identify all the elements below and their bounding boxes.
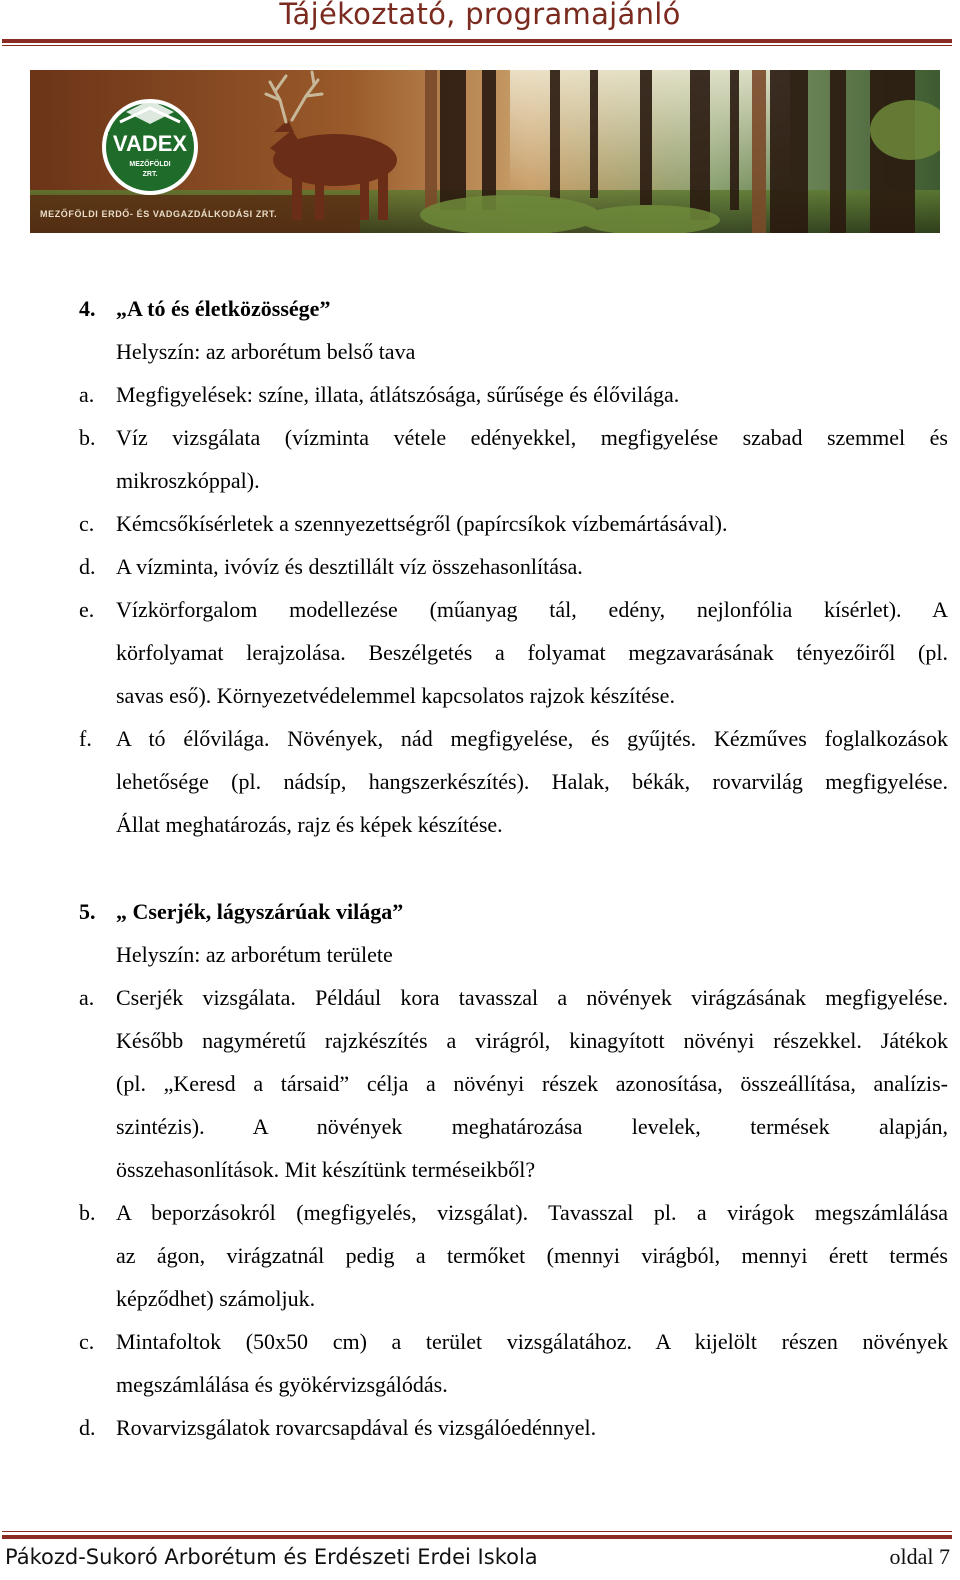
header-rule-thin [2, 45, 952, 46]
list-item-text: lehetősége (pl. nádsíp, hangszerkészítés). Halak, békák, rovarvilág megfigyelése. [116, 769, 948, 794]
list-item-marker: e. [79, 597, 95, 622]
logo-subtext: MEZŐFÖLDI [129, 161, 171, 168]
footer-institution: Pákozd-Sukoró Arborétum és Erdészeti Erdei Iskola [5, 1545, 538, 1569]
section-number: 4. [79, 296, 96, 321]
list-item-text: Cserjék vizsgálata. Például kora tavasszal a növények virágzásának megfigyelése. [116, 985, 948, 1010]
section-title: „A tó és életközössége” [116, 296, 331, 321]
list-item-text: Kémcsőkísérletek a szennyezettségről (papírcsíkok vízbemártásával). [116, 511, 728, 536]
section-location: Helyszín: az arborétum területe [116, 942, 393, 967]
banner-brand-line: MEZŐFÖLDI ERDŐ- ÉS VADGAZDÁLKODÁSI ZRT. [40, 209, 278, 219]
footer-rule-thick [2, 1535, 952, 1539]
footer-rule-thin [2, 1531, 952, 1532]
list-item-text: Állat meghatározás, rajz és képek készítése. [116, 812, 503, 837]
section-title: „ Cserjék, lágyszárúak világa” [116, 899, 404, 924]
list-item-marker: d. [79, 554, 96, 579]
section-number: 5. [79, 899, 96, 924]
list-item-marker: a. [79, 382, 95, 407]
list-item-text: képződhet) számoljuk. [116, 1286, 316, 1311]
list-item-text: mikroszkóppal). [116, 468, 260, 493]
list-item-marker: c. [79, 511, 95, 536]
list-item-text: összehasonlítások. Mit készítünk terméseikből? [116, 1157, 536, 1182]
list-item-text: Mintafoltok (50x50 cm) a terület vizsgálatához. A kijelölt részen növények [116, 1329, 948, 1354]
list-item-marker: c. [79, 1329, 95, 1354]
list-item-text: Megfigyelések: színe, illata, átlátszósága, sűrűsége és élővilága. [116, 382, 680, 407]
list-item-text: (pl. „Keresd a társaid” célja a növényi részek azonosítása, összeállítása, analízis- [116, 1071, 948, 1096]
list-item-marker: b. [79, 425, 96, 450]
page-title: Tájékoztató, programajánló [279, 0, 681, 31]
header-rule-thick [2, 39, 952, 43]
logo-subtext-2: ZRT. [142, 171, 158, 178]
footer-page-number: oldal 7 [889, 1544, 950, 1569]
list-item-marker: b. [79, 1200, 96, 1225]
list-item-marker: a. [79, 985, 95, 1010]
list-item-text: A vízminta, ivóvíz és desztillált víz összehasonlítása. [116, 554, 583, 579]
list-item-text: Később nagyméretű rajzkészítés a virágról, kinagyított növényi részekkel. Játékok [116, 1028, 948, 1053]
list-item-text: megszámlálása és gyökérvizsgálódás. [116, 1372, 448, 1397]
list-item-text: Vízkörforgalom modellezése (műanyag tál, edény, nejlonfólia kísérlet). A [116, 597, 948, 622]
list-item-marker: f. [79, 726, 92, 751]
section-location: Helyszín: az arborétum belső tava [116, 339, 416, 364]
list-item-text: az ágon, virágzatnál pedig a termőket (mennyi virágból, mennyi érett termés [116, 1243, 948, 1268]
list-item-text: savas eső). Környezetvédelemmel kapcsolatos rajzok készítése. [116, 683, 675, 708]
list-item-marker: d. [79, 1415, 96, 1440]
list-item-text: A beporzásokról (megfigyelés, vizsgálat). Tavasszal pl. a virágok megszámlálása [116, 1200, 948, 1225]
list-item-text: Víz vizsgálata (vízminta vétele edényekkel, megfigyelése szabad szemmel és [116, 425, 948, 450]
list-item-text: Rovarvizsgálatok rovarcsapdával és vizsgálóedénnyel. [116, 1415, 597, 1440]
list-item-text: A tó élővilága. Növények, nád megfigyelése, és gyűjtés. Kézműves foglalkozások [116, 726, 948, 751]
list-item-text: körfolyamat lerajzolása. Beszélgetés a folyamat megzavarásának tényezőiről (pl. [116, 640, 948, 665]
list-item-text: szintézis). A növények meghatározása levelek, termések alapján, [116, 1114, 948, 1139]
logo-text: VADEX [112, 131, 188, 156]
header-banner-image [30, 70, 940, 233]
